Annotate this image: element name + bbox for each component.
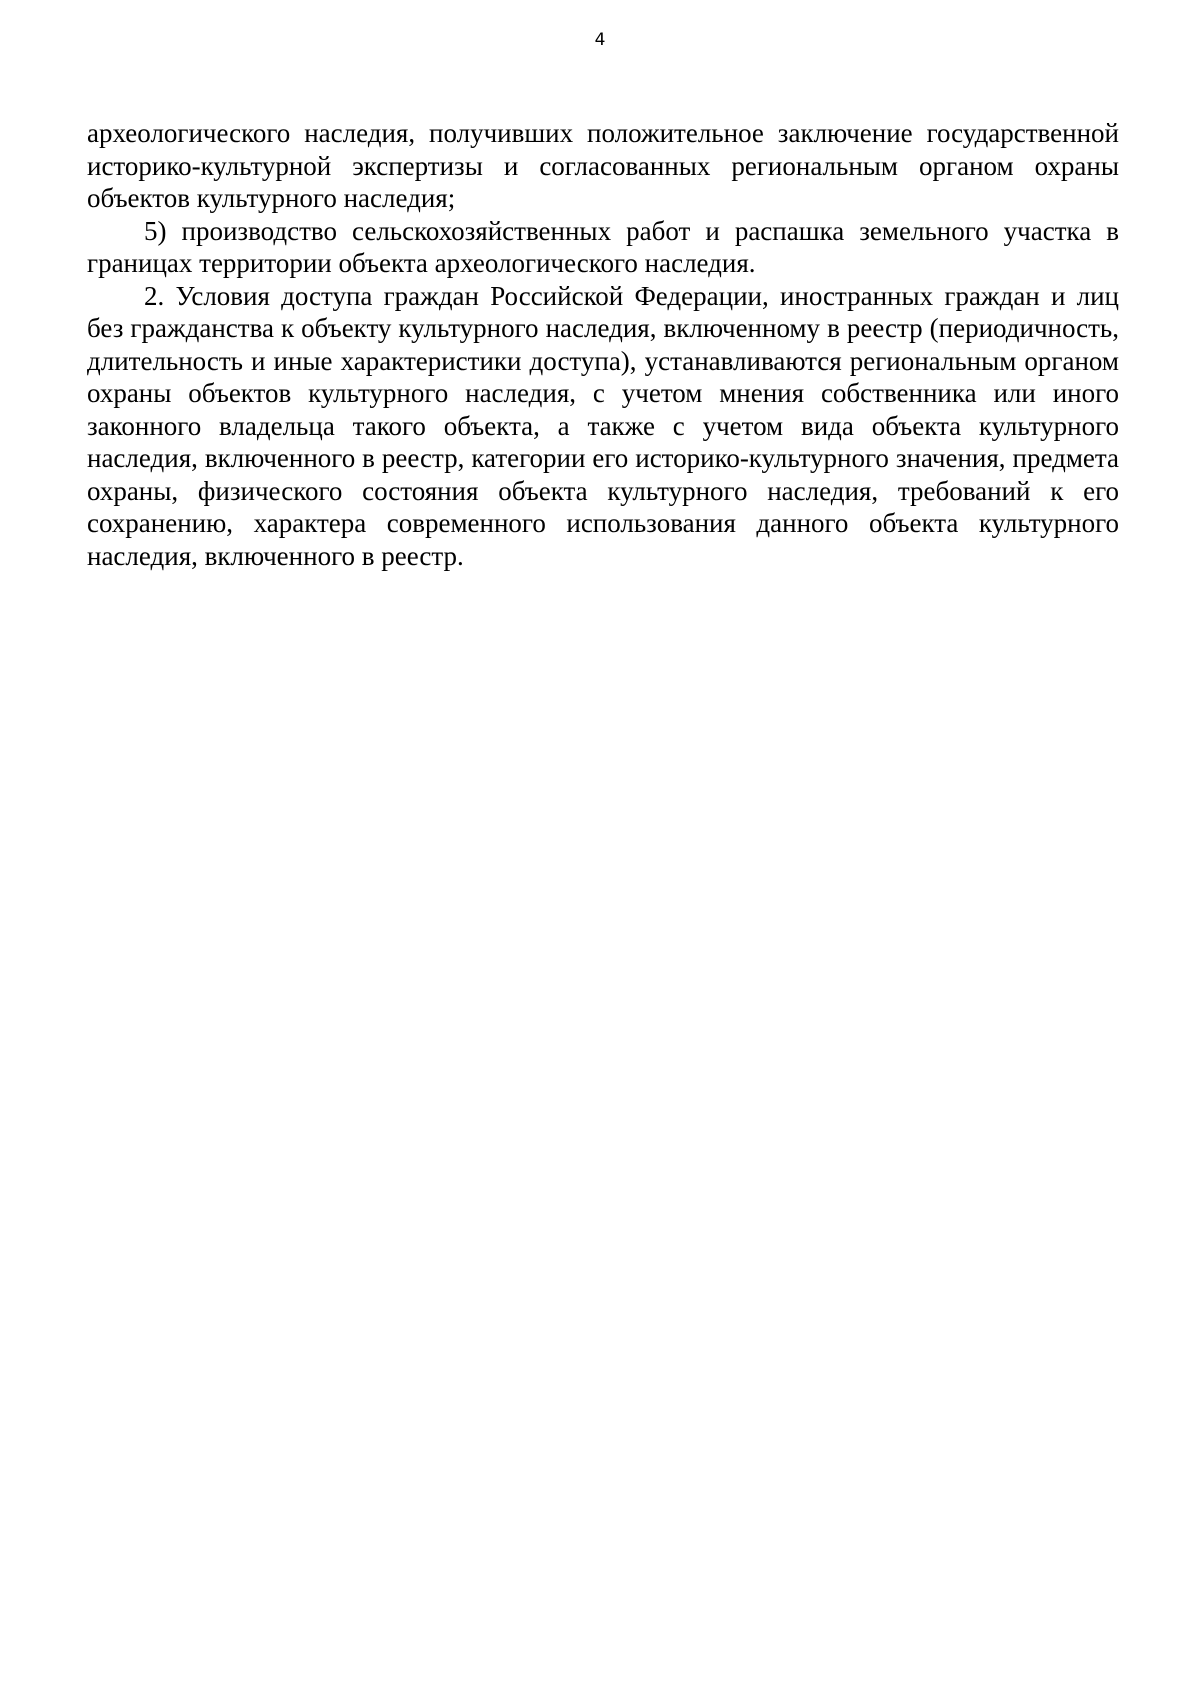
paragraph-continuation: археологического наследия, получивших положительное заключение государственной историко-культурной экспертизы и согласованных региональным органом охраны объектов культурного наследия; bbox=[87, 118, 1119, 213]
document-body bbox=[87, 117, 1119, 572]
paragraph-item-5: 5) производство сельскохозяйственных работ и распашка земельного участка в границах территории объекта археологического наследия. bbox=[87, 215, 1119, 278]
page-number: 4 bbox=[594, 30, 606, 50]
paragraph-section-2: 2. Условия доступа граждан Российской Федерации, иностранных граждан и лиц без гражданства к объекту культурного наследия, включенному в реестр (периодичность, длительность и иные характеристики доступа), устанавливаются региональным органом охраны объектов культурного наследия, с учетом мнения собственника или иного законного владельца такого объекта, а также с учетом вида объекта культурного наследия, включенного в реестр, категории его историко-культурного значения, предмета охраны, физического состояния объекта культурного наследия, требований к его сохранению, характера современного использования данного объекта культурного наследия, включенного в реестр. bbox=[87, 280, 1119, 571]
